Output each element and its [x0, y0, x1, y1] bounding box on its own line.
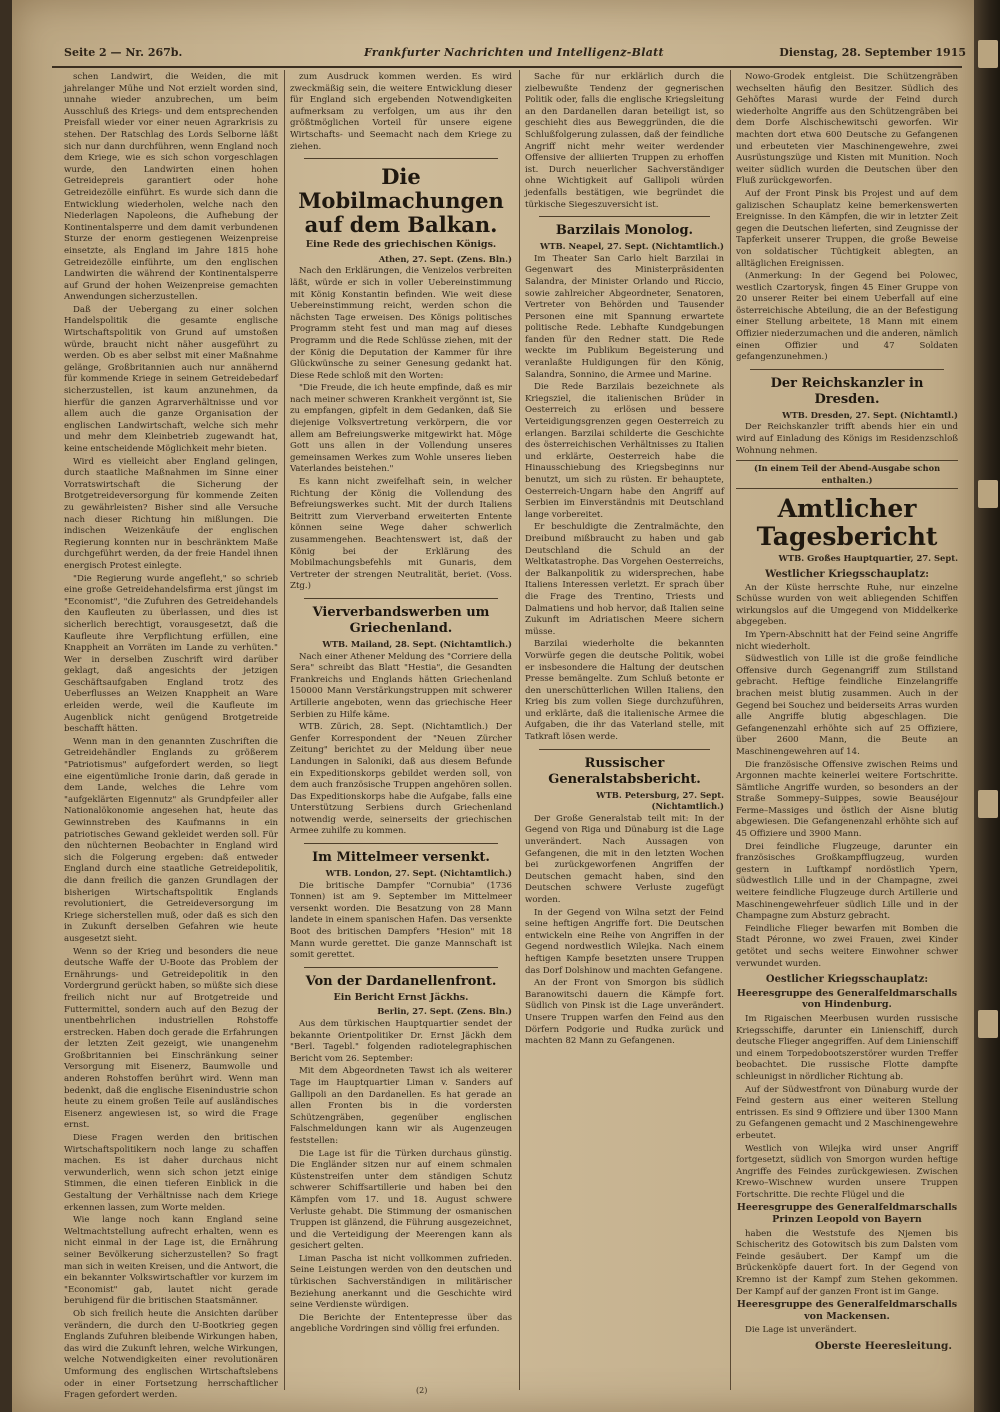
page-header [64, 44, 974, 64]
dateline: WTB. Mailand, 28. Sept. (Nichtamtlich.) [322, 638, 512, 649]
paragraph: Nach den Erklärungen, die Venizelos verbreiten läßt, würde er sich in voller Uebereinstimmung mit König Konstantin befinden. Wie weit diese Uebereinstimmung reicht, werden schon die nächsten Tage erweisen. Des Königs politisches Programm steht fest und man mag auf dieses Programm und die Rede Schlüsse ziehen, mit der der König die Deputation der Kammer für ihre Glückwünsche zu seiner Genesung gedankt hat. Diese Rede schloß mit den Worten: [290, 266, 512, 381]
paragraph: Der Große Generalstab teilt mit: In der Gegend von Riga und Dünaburg ist die Lage unverändert. Nach Aussagen von Gefangenen, die mit in den letzten Wochen bei zurückgeworfenen Angriffen der Deutschen gemacht haben, sind den Deutschen schwere Verluste zugefügt worden. [525, 813, 724, 905]
column-rule [519, 70, 520, 1390]
paragraph: In der Gegend von Wilna setzt der Feind seine heftigen Angriffe fort. Die Deutschen entwickeln eine Reihe von Angriffen in der Gegend nordwestlich Wilejka. Nach einem heftigen Kampfe besetzten unsere Truppen das Dorf Dolshinow und machten Gefangene. [525, 907, 724, 976]
paragraph: Im Ypern-Abschnitt hat der Feind seine Angriffe nicht wiederholt. [736, 629, 958, 652]
column-2 [290, 72, 512, 1390]
subheadline: Eine Rede des griechischen Königs. [305, 239, 497, 251]
headline-reichskanzler: Der Reichskanzler in Dresden. [770, 375, 924, 407]
paragraph: Wenn man in den genannten Zuschriften die Getreidehändler Englands zu größerem "Patriotismus" aufgefordert werden, so liegt eine eigentümliche Ironie darin, daß gerade in dem Lande, welches die Lehre vom "aufgeklärten Eigennutz" als Grundpfeiler aller Nationalökonomie angesehen hat, heute das Gewinnstreben des Kaufmanns in ein patriotisches Gewand gekleidet werden soll. Für den nüchternen Beobachter in England wird sich die Folgerung ergeben: daß entweder England durch eine staatliche Getreidepolitik, die dann freilich die ganzen Grundlagen der bisherigen Wirtschaftspolitik Englands revolutioniert, die Getreideversorgung im Kriege sicherstellen muß, oder daß es sich den in Zukunft derselben Gefahren wie heute ausgesetzt sieht. [64, 736, 278, 944]
page-footer-mark: (2) [416, 1386, 428, 1395]
headline-russian-report: Russischer Generalstabsbericht. [548, 755, 701, 787]
paragraph: (Anmerkung: In der Gegend bei Polowec, westlich Czartorysk, fingen 45 Einer Gruppe von 20 unserer Reiter bei einem Ueberfall auf eine österreichische Abteilung, die an der Befestigung einer Stellung arbeitete, 18 Mann mit einem Offizier niederzumachen und die anderen, nämlich einen Offizier und 47 Soldaten gefangenzunehmen.) [736, 271, 958, 363]
paragraph: Mit dem Abgeordneten Tawst ich als weiterer Tage im Hauptquartier Liman v. Sanders auf Gallipoli an den Dardanellen. Es hat gerade an allen Fronten bis in die vordersten Schützengräben, gegenüber englischen Falschmeldungen kann wir als Augenzeugen feststellen: [290, 1066, 512, 1146]
headline-mittelmeer: Im Mittelmeer versenkt. [312, 850, 490, 866]
paragraph: Wenn so der Krieg und besonders die neue deutsche Waffe der U-Boote das Problem der Ernährungs- und Getreidepolitik in den Vordergrund gerückt haben, so müßte sich diese freilich nicht nur auf Brotgetreide und Futtermittel, sondern auch auf den Bezug der unentbehrlichen industriellen Rohstoffe erstrecken. Haben doch gerade die Erfahrungen der letzten Zeit gezeigt, wie unangenehm Großbritannien bei Einschränkung seiner Versorgung mit Eisenerz, Baumwolle und anderen Rohstoffen berührt wird. Wenn man bedenkt, daß die englische Eisenindustrie schon heute zu einem großen Teile auf ausländisches Eisenerz angewiesen ist, so wird die Frage ernst. [64, 946, 278, 1131]
paragraph: Daß der Uebergang zu einer solchen Handelspolitik die gesamte englische Wirtschaftspolitik von Grund auf umstoßen würde, braucht nicht näher ausgeführt zu werden. Ob es aber selbst mit einer Maßnahme gelänge, Großbritannien auch nur annähernd für kommende Kriege in seinem Getreidebedarf sicherzustellen, ist kaum anzunehmen, da hierfür die ganzen Agrarverhältnisse und vor allem auch die ganze Organisation der englischen Landwirtschaft, welche sich mehr und mehr dem Kleinbetrieb zugewandt hat, keine entscheidende Möglichkeit mehr bieten. [64, 304, 278, 454]
torn-edge-fragment [978, 1010, 998, 1038]
column-rule [284, 70, 285, 1390]
column-1 [64, 72, 278, 1401]
separator [750, 369, 944, 370]
issue-date: Dienstag, 28. September 1915 [779, 46, 966, 59]
paragraph: Es kann nicht zweifelhaft sein, in welcher Richtung der König die Vollendung des Befreiungswerkes sucht. Mit der durch Italiens Beitritt zum Vierverband erweiterten Entente können seine Wege daher schwerlich zusammengehen. Beachtenswert ist, daß der König bei der Erklärung des Mobilmachungsbefehls mit Gunaris, dem Vertreter der strengen Neutralität, beriet. (Voss. Ztg.) [290, 477, 512, 592]
paragraph: Nach einer Athener Meldung des "Corriere della Sera" schreibt das Blatt "Hestia", die Gesandten Frankreichs und Englands hätten Griechenland 150000 Mann Verstärkungstruppen mit schwerer Artillerie angeboten, wenn das griechische Heer Serbien zu Hilfe käme. [290, 651, 512, 720]
paragraph: "Die Regierung wurde angefleht," so schrieb eine große Getreidehandelsfirma erst jüngst im "Economist", "die Zufuhren des Getreidehandels den Kaufleuten zu überlassen, und dies ist sicherlich berechtigt, vorausgesetzt, daß die Kaufleute ihre Verpflichtung erfüllen, eine Knappheit an Vorräten im Lande zu verhüten." Wer in derselben Zuschrift wird darüber geklagt, daß angesichts der jetzigen Geschäftsaufgaben England trotz des Ueberflusses an Weizen Knappheit an Ware erleiden werde, weil die Kaufleute im Augenblick nicht genügend Brotgetreide beschafft hätten. [64, 573, 278, 735]
separator [304, 158, 498, 159]
paragraph: Die Berichte der Ententepresse über das angebliche Vordringen sind völlig frei erfunden. [290, 1312, 512, 1335]
dateline: WTB. Dresden, 27. Sept. (Nichtamtl.) [782, 409, 958, 420]
separator [304, 598, 498, 599]
torn-edge-fragment [978, 790, 998, 818]
paragraph: zum Ausdruck kommen werden. Es wird zweckmäßig sein, die weitere Entwicklung dieser für England sich ergebenden Notwendigkeiten aufmerksam zu verfolgen, um aus ihr den größtmöglichen Vorteil für unsere eigene Wirtschafts- und Seemacht nach dem Kriege zu ziehen. [290, 72, 512, 152]
paragraph: Die Lage ist für die Türken durchaus günstig. Die Engländer sitzen nur auf einem schmalen Küstenstreifen unter dem ständigen Schutz schwerer Schiffsartillerie und haben bei den Kämpfen vom 17. und 18. August schwere Verluste gehabt. Die Stimmung der osmanischen Truppen ist glänzend, die Führung ausgezeichnet, und die Verteidigung der Meerengen kann als gesichert gelten. [290, 1148, 512, 1252]
paragraph: Die französische Offensive zwischen Reims und Argonnen machte keinerlei weitere Fortschritte. Sämtliche Angriffe wurden, so besonders an der Straße Sommepy–Suippes, sowie Beauséjour Ferme–Massiges und östlich der Aisne blutig abgewiesen. Die Gefangenenzahl erhöhte sich auf 45 Offiziere und 3900 Mann. [736, 759, 958, 840]
paragraph: Westlich von Wilejka wird unser Angriff fortgesetzt, südlich von Smorgon wurden heftige Angriffe des Feindes zurückgewiesen. Zwischen Krewo–Wischnew wurden unsere Truppen Fortschritte. Die rechte Flügel und die [736, 1143, 958, 1200]
page-number-label: Seite 2 — Nr. 267b. [64, 46, 183, 59]
paragraph: Feindliche Flieger bewarfen mit Bomben die Stadt Péronne, wo zwei Frauen, zwei Kinder getötet und sechs weitere Einwohner schwer verwundet wurden. [736, 923, 958, 969]
paragraph: An der Küste herrschte Ruhe, nur einzelne Schüsse wurden von weit abliegenden Schiffen wirkungslos auf die Umgegend von Middelkerke abgegeben. [736, 582, 958, 628]
paragraph: Südwestlich von Lille ist die große feindliche Offensive durch Gegenangriff zum Stillstand gebracht. Heftige feindliche Einzelangriffe brachen meist blutig zusammen. Auch in der Gegend bei Souchez und beiderseits Arras wurden alle Angriffe blutig abgeschlagen. Die Gefangenenzahl erhöhte sich auf 25 Offiziere, über 2600 Mann, die Beute an Maschinengewehren auf 14. [736, 654, 958, 757]
army-group-heading: Heeresgruppe des Generalfeldmarschalls Prinzen Leopold von Bayern [736, 1202, 958, 1226]
army-group-heading: Heeresgruppe des Generalfeldmarschalls von Mackensen. [736, 1299, 958, 1322]
paragraph: Barzilai wiederholte die bekannten Vorwürfe gegen die deutsche Politik, wobei er insbesondere die Haltung der deutschen Presse bemängelte. Zum Schluß betonte er den unerschütterlichen Willen Italiens, den Krieg bis zum vollen Siege durchzuführen, und erklärte, daß die italienische Armee die Aufgaben, die ihr das Vaterland stelle, mit Tatkraft lösen werde. [525, 639, 724, 743]
headline-balkan-mobilization: Die Mobilmachungen auf dem Balkan. [298, 164, 504, 238]
paragraph: WTB. Zürich, 28. Sept. (Nichtamtlich.) Der Genfer Korrespondent der "Neuen Zürcher Zeitung" berichtet zu der Meldung über neue Landungen in Saloniki, daß aus diesem Befunde ein Expeditionskorps gebildet werden soll, von dem auch französische Truppen angehören sollen. Das Expeditionskorps habe die Aufgabe, falls eine Unterstützung Serbiens durch Griechenland notwendig werde, seinerseits der griechischen Armee zuhilfe zu kommen. [290, 722, 512, 837]
dateline: WTB. Neapel, 27. Sept. (Nichtamtlich.) [539, 241, 724, 252]
headline-barzilai: Barzilais Monolog. [555, 223, 694, 239]
masthead-title: Frankfurter Nachrichten und Intelligenz-Blatt [364, 46, 664, 59]
paragraph: Wird es vielleicht aber England gelingen, durch staatliche Maßnahmen im Sinne einer Vorratswirtschaft die Sicherung der Brotgetreideversorgung für kommende Zeiten zu gewährleisten? Bisher sind alle Versuche nach dieser Richtung hin mißlungen. Die indischen Weizenkäufe der englischen Regierung konnten nur in beschränktem Maße durchgeführt werden, da der freie Handel ihnen energisch Protest einlegte. [64, 456, 278, 571]
paragraph: Die britische Dampfer "Cornubia" (1736 Tonnen) ist am 9. September im Mittelmeer versenkt worden. Die Besatzung von 28 Mann landete in einem spanischen Hafen. Das versenkte Boot des britischen Dampfers "Hesion" mit 18 Mann wurde gerettet. Die ganze Mannschaft ist somit gerettet. [290, 880, 512, 961]
column-3 [525, 72, 724, 1390]
army-group-heading: Heeresgruppe des Generalfeldmarschalls von Hindenburg. [736, 987, 958, 1011]
separator [304, 967, 498, 968]
paragraph: Sache für nur erklärlich durch die zielbewußte Tendenz der gegnerischen Politik oder, falls die englische Kriegsleitung an den Dardanellen daran beteiligt ist, so geschieht dies aus Beweggründen, die die Schlußfolgerung zulassen, daß der feindliche Angriff nicht mehr weiter werdender Offensive der alliierten Truppen zu erhoffen ist. Durch neuerlicher Sachverständiger ohne Wichtigkeit auf Gallipoli würden jedenfalls bestätigen, wie begründet die türkische Siegeszuversicht ist. [525, 72, 724, 210]
paragraph: Wie lange noch kann England seine Weltmachtstellung aufrecht erhalten, wenn es nicht einmal in der Lage ist, die Ernährung seiner Bevölkerung sicherzustellen? So fragt man sich in weiten Kreisen, und die Antwort, die ein bekannter Volkswirtschaftler vor kurzem im "Economist" gab, lautet nicht gerade beruhigend für die britischen Staatsmänner. [64, 1215, 278, 1307]
headline-amtlicher-tagesbericht: Amtlicher Tagesbericht [756, 494, 938, 552]
section-heading: Oestlicher Kriegsschauplatz: [765, 974, 929, 986]
paragraph: Ob sich freilich heute die Ansichten darüber verändern, die durch den U-Bootkrieg gegen Englands Zufuhren bleibende Wirkungen haben, das wird die Zukunft lehren, welche Wirkungen, welche Notwendigkeiten einer revolutionären Umformung des englischen Wirtschaftslebens oder in einer Fortsetzung herrschaftlicher Fragen gefordert werden. [64, 1308, 278, 1401]
paragraph: Die Rede Barzilais bezeichnete als Kriegsziel, die italienischen Brüder in Oesterreich zu erlösen und bessere Verteidigungsgrenzen gegen Oesterreich zu erlangen. Barzilai schilderte die Geschichte des österreichischen Verhältnisses zu Italien und erklärte, Oesterreich habe die Hinausschiebung des Kriegsbeginns nur benutzt, um sich zu rüsten. Er behauptete, Oesterreich-Ungarn habe den Angriff auf Serbien im Einverständnis mit Deutschland lange vorbereitet. [525, 382, 724, 520]
dateline: Athen, 27. Sept. (Zens. Bln.) [378, 253, 512, 264]
book-spine-edge [974, 0, 1000, 1412]
paragraph: Diese Fragen werden den britischen Wirtschaftspolitikern noch lange zu schaffen machen. Es ist daher durchaus nicht verwunderlich, wenn sich schon jetzt einige Stimmen, die einen tieferen Einblick in die Gestaltung der Verhältnisse nach dem Kriege erkennen lassen, zum Worte melden. [64, 1133, 278, 1213]
torn-edge-fragment [978, 480, 998, 508]
torn-edge-fragment [978, 40, 998, 68]
paragraph: Auf der Südwestfront von Dünaburg wurde der Feind gestern aus einer weiteren Stellung entrissen. Es sind 9 Offiziere und über 1300 Mann zu Gefangenen gemacht und 2 Maschinengewehre erbeutet. [736, 1084, 958, 1141]
paragraph: Aus dem türkischen Hauptquartier sendet der bekannte Orientpolitiker Dr. Ernst Jäckh dem "Berl. Tagebl." folgenden radiotelegraphischen Bericht vom 26. September: [290, 1019, 512, 1064]
separator [539, 749, 710, 750]
dateline: WTB. London, 27. Sept. (Nichtamtlich.) [325, 868, 512, 879]
paragraph: An der Front von Smorgon bis südlich Baranowitschi dauern die Kämpfe fort. Südlich von Pinsk ist die Lage unverändert. Unsere Truppen warfen den Feind aus den Dörfern Podgorie und Rudka zurück und machten 82 Mann zu Gefangenen. [525, 978, 724, 1047]
paragraph: haben die Weststufe des Njemen bis Schischeritz des Gotowitsch bis zum Dalsten vom Feinde gesäubert. Der Kampf um die Brückenköpfe dauert fort. In der Gegend von Kremno ist der Kampf zum Stehen gekommen. Der Kampf auf der ganzen Front ist im Gange. [736, 1228, 958, 1297]
paragraph: Die Lage ist unverändert. [745, 1325, 857, 1336]
section-heading: Westlicher Kriegsschauplatz: [765, 569, 929, 580]
column-4 [736, 72, 958, 1390]
headline-vierverband: Vierverbandswerben um Griechenland. [312, 604, 490, 636]
dateline: Berlin, 27. Sept. (Zens. Bln.) [377, 1006, 512, 1017]
edition-note: (In einem Teil der Abend-Ausgabe schon enthalten.) [736, 460, 958, 489]
paragraph: Im Theater San Carlo hielt Barzilai in Gegenwart des Ministerpräsidenten Salandra, der Minister Orlando und Riccio, sowie zahlreicher Abgeordneter, Senatoren, Vertreter von Behörden und Tausender Personen eine mit Spannung erwartete politische Rede. Lebhafte Kundgebungen fanden für den Redner statt. Die Rede weckte im Publikum Begeisterung und veranlaßte Huldigungen für den König, Salandra, Sonnino, die Armee und Marine. [525, 253, 724, 380]
headline-dardanellen: Von der Dardanellenfront. [305, 973, 497, 989]
paragraph: Liman Pascha ist nicht vollkommen zufrieden. Seine Leistungen werden von den deutschen und türkischen Sachverständigen in militärischer Beziehung anerkannt und die Geschichte wird seine Verdienste würdigen. [290, 1253, 512, 1311]
header-rule [52, 66, 962, 68]
paragraph: "Die Freude, die ich heute empfinde, daß es mir nach meiner schweren Krankheit vergönnt ist, Sie zu empfangen, gipfelt in dem Gedanken, daß Sie diejenige Volksvertretung verkörpern, die vor allem am Befreiungswerke mitgewirkt hat. Möge Gott uns allen in der Vollendung unseres gemeinsamen Werkes zum Wohle unseres lieben Vaterlandes beistehen." [290, 383, 512, 475]
paragraph: schen Landwirt, die Weiden, die mit jahrelanger Mühe und Not erzielt worden sind, unnahe wieder anzubrechen, um beim Ausschluß des Kriegs- und dem entsprechenden Preisfall wieder vor einer neuen Agrarkrisis zu stehen. Der Ratschlag des Lords Selborne läßt sich nur dann durchführen, wenn England noch dem Kriege, wie es sich schon vorgeschlagen wurde, den Landwirten einen hohen Getreidepreis garantiert oder hohe Getreidezölle einführt. Es wurde sich dann die Entwicklung wiederholen, welche nach den Niederlagen Napoleons, die Aufhebung der Kontinentalsperre und dem damit verbundenen Sturze der enorm gestiegenen Weizenpreise einsetzte, als England im Jahre 1815 hohe Getreidezölle einführte, um den englischen Landwirten die während der Kontinentalsperre auf Grund der hohen Weizenpreise gemachten Anwendungen sicherzustellen. [64, 72, 278, 303]
paragraph: Der Reichskanzler trifft abends hier ein und wird auf Einladung des Königs im Residenzschloß Wohnung nehmen. [736, 422, 958, 456]
dateline: WTB. Petersburg, 27. Sept. (Nichtamtlich.) [596, 789, 724, 812]
dateline: WTB. Großes Hauptquartier, 27. Sept. [778, 553, 958, 564]
paragraph: Drei feindliche Flugzeuge, darunter ein französisches Großkampfflugzeug, wurden gestern in Luftkampf nordöstlich Ypern, südwestlich Lille und in der Champagne, zwei weitere feindliche Flugzeuge durch Artillerie und Maschinengewehrfeuer südlich Lille und in der Champagne zum Absturz gebracht. [736, 841, 958, 922]
paragraph: Im Rigaischen Meerbusen wurden russische Kriegsschiffe, darunter ein Linienschiff, durch deutsche Flieger angegriffen. Auf dem Linienschiff und einem Torpedobootszerstörer wurden Treffer beobachtet. Die russische Flotte dampfte schleunigst in nördlicher Richtung ab. [736, 1013, 959, 1082]
separator [304, 843, 498, 844]
paragraph: Auf der Front Pinsk bis Projest und auf dem galizischen Schauplatz keine bemerkenswerten Ereignisse. In den Kämpfen, die wir in letzter Zeit gegen die Deutschen lieferten, sind Zeugnisse der Tapferkeit unserer Truppen, die große Beweise von soldatischer Tüchtigkeit ablegten, an alltäglichen Ereignissen. [736, 188, 958, 269]
signature-oberste-heeresleitung: Oberste Heeresleitung. [815, 1340, 952, 1352]
subheadline: Ein Bericht Ernst Jäckhs. [333, 991, 469, 1003]
paragraph: Er beschuldigte die Zentralmächte, den Dreibund mißbraucht zu haben und gab Deutschland die Schuld an der Weltkatastrophe. Das Vorgehen Oesterreichs, der Balkanpolitik zu widersprechen, habe Italiens Interessen verletzt. Er sprach über die Frage des Trentino, Triests und Dalmatiens und hob hervor, daß Italien seine Zukunft im Adriatischen Meere sichern müsse. [525, 522, 725, 637]
separator [539, 216, 710, 217]
paragraph: Nowo-Grodek entgleist. Die Schützengräben wechselten häufig den Besitzer. Südlich des Gehöftes Marasi wurde der Feind durch wiederholte Angriffe aus den Schützengräben bei dem Dorfe Alschischewitschi geworfen. Wir machten dort etwa 600 Deutsche zu Gefangenen und erbeuteten vier Maschinengewehre, zwei Ausrüstungszüge und Kisten mit Munition. Noch weiter südlich wurden die Deutschen über den Fluß zurückgeworfen. [736, 72, 958, 187]
column-rule [730, 70, 731, 1390]
